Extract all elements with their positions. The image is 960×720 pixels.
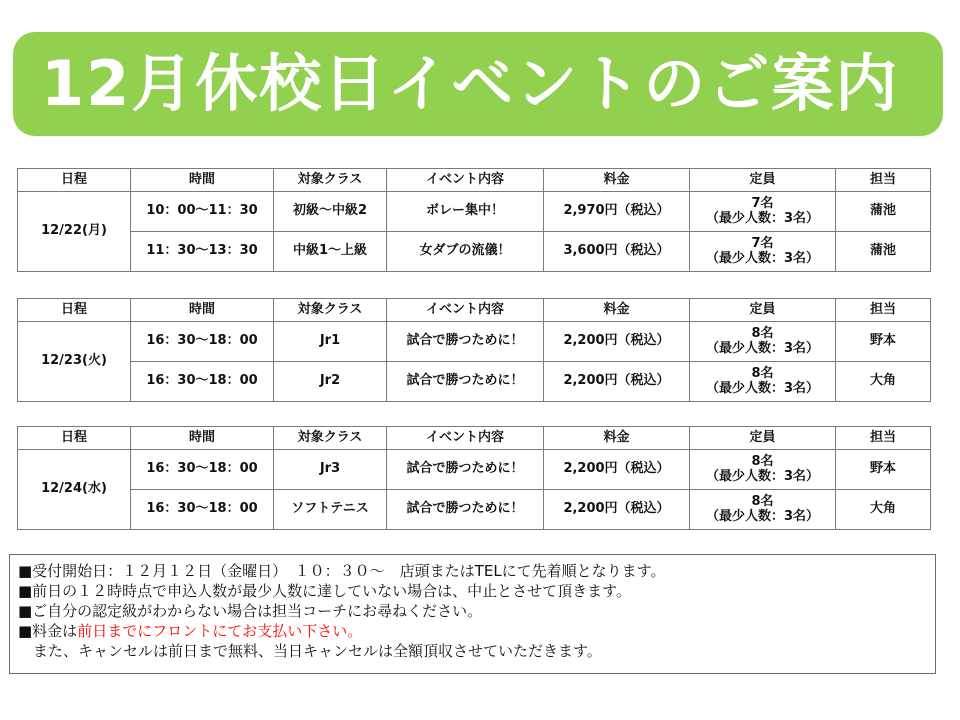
column-header: 日程 bbox=[18, 299, 131, 322]
fee-cell: 2,970円（税込） bbox=[544, 192, 690, 232]
notes-box bbox=[9, 554, 936, 674]
note-cancellation-fee: また、キャンセルは前日まで無料、当日キャンセルは全額頂収させていただきます。 bbox=[18, 642, 602, 660]
capacity-cell bbox=[690, 450, 836, 490]
note-payment-prefix: ■料金は bbox=[18, 622, 78, 640]
column-header: 時間 bbox=[131, 169, 274, 192]
schedule-table bbox=[17, 298, 931, 402]
staff-cell: 野本 bbox=[836, 450, 931, 490]
staff-cell: 大角 bbox=[836, 362, 931, 402]
column-header: 対象クラス bbox=[274, 169, 387, 192]
column-header: 定員 bbox=[690, 427, 836, 450]
table-row bbox=[18, 490, 931, 530]
class-cell: Jr1 bbox=[274, 322, 387, 362]
schedule-table bbox=[17, 168, 931, 272]
page-title: 12月休校日イベントのご案内 bbox=[41, 47, 900, 120]
minimum-participants: （最少人数：3名） bbox=[705, 340, 820, 356]
capacity-value: 8名 bbox=[751, 494, 774, 510]
capacity-value: 7名 bbox=[751, 196, 774, 212]
content-cell: ボレー集中！ bbox=[387, 192, 544, 232]
capacity-value: 7名 bbox=[751, 236, 774, 252]
class-cell: 初級～中級2 bbox=[274, 192, 387, 232]
minimum-participants: （最少人数：3名） bbox=[705, 508, 820, 524]
column-header: イベント内容 bbox=[387, 299, 544, 322]
staff-cell: 蒲池 bbox=[836, 192, 931, 232]
fee-cell: 3,600円（税込） bbox=[544, 232, 690, 272]
table-row bbox=[18, 322, 931, 362]
capacity-cell bbox=[690, 322, 836, 362]
content-cell: 試合で勝つために！ bbox=[387, 490, 544, 530]
column-header: 担当 bbox=[836, 427, 931, 450]
time-cell: 16：30～18：00 bbox=[131, 322, 274, 362]
content-cell: 試合で勝つために！ bbox=[387, 450, 544, 490]
note-cancellation-rule: ■前日の１２時時点で申込人数が最少人数に達していない場合は、中止とさせて頂きます。 bbox=[18, 582, 631, 600]
content-cell: 試合で勝つために！ bbox=[387, 322, 544, 362]
date-cell: 12/23(火) bbox=[18, 322, 131, 402]
class-cell: Jr2 bbox=[274, 362, 387, 402]
class-cell: Jr3 bbox=[274, 450, 387, 490]
minimum-participants: （最少人数：3名） bbox=[705, 250, 820, 266]
minimum-participants: （最少人数：3名） bbox=[705, 380, 820, 396]
class-cell: ソフトテニス bbox=[274, 490, 387, 530]
table-header-row bbox=[18, 169, 931, 192]
minimum-participants: （最少人数：3名） bbox=[705, 210, 820, 226]
staff-cell: 野本 bbox=[836, 322, 931, 362]
column-header: 時間 bbox=[131, 299, 274, 322]
table-row bbox=[18, 450, 931, 490]
column-header: 定員 bbox=[690, 299, 836, 322]
column-header: 日程 bbox=[18, 169, 131, 192]
table-row bbox=[18, 362, 931, 402]
column-header: 時間 bbox=[131, 427, 274, 450]
capacity-cell bbox=[690, 192, 836, 232]
note-payment bbox=[18, 621, 927, 641]
table-header-row bbox=[18, 427, 931, 450]
table-row bbox=[18, 192, 931, 232]
date-cell: 12/22(月) bbox=[18, 192, 131, 272]
time-cell: 16：30～18：00 bbox=[131, 362, 274, 402]
table-header-row bbox=[18, 299, 931, 322]
capacity-cell bbox=[690, 362, 836, 402]
note-reception: ■受付開始日：１２月１２日（金曜日） １０：３０～ 店頭またはTELにて先着順となります。 bbox=[18, 562, 666, 580]
time-cell: 16：30～18：00 bbox=[131, 450, 274, 490]
capacity-cell bbox=[690, 490, 836, 530]
column-header: イベント内容 bbox=[387, 169, 544, 192]
column-header: 料金 bbox=[544, 169, 690, 192]
column-header: 料金 bbox=[544, 299, 690, 322]
column-header: 対象クラス bbox=[274, 427, 387, 450]
content-cell: 女ダブの流儀！ bbox=[387, 232, 544, 272]
capacity-value: 8名 bbox=[751, 366, 774, 382]
content-cell: 試合で勝つために！ bbox=[387, 362, 544, 402]
note-level-inquiry: ■ご自分の認定級がわからない場合は担当コーチにお尋ねください。 bbox=[18, 602, 483, 620]
fee-cell: 2,200円（税込） bbox=[544, 490, 690, 530]
minimum-participants: （最少人数：3名） bbox=[705, 468, 820, 484]
capacity-value: 8名 bbox=[751, 326, 774, 342]
staff-cell: 大角 bbox=[836, 490, 931, 530]
column-header: イベント内容 bbox=[387, 427, 544, 450]
column-header: 料金 bbox=[544, 427, 690, 450]
date-cell: 12/24(水) bbox=[18, 450, 131, 530]
column-header: 対象クラス bbox=[274, 299, 387, 322]
column-header: 定員 bbox=[690, 169, 836, 192]
column-header: 担当 bbox=[836, 299, 931, 322]
fee-cell: 2,200円（税込） bbox=[544, 362, 690, 402]
time-cell: 10：00～11：30 bbox=[131, 192, 274, 232]
note-payment-highlight: 前日までにフロントにてお支払い下さい。 bbox=[77, 622, 363, 640]
table-row bbox=[18, 232, 931, 272]
title-banner bbox=[13, 32, 943, 136]
fee-cell: 2,200円（税込） bbox=[544, 322, 690, 362]
capacity-value: 8名 bbox=[751, 454, 774, 470]
column-header: 担当 bbox=[836, 169, 931, 192]
capacity-cell bbox=[690, 232, 836, 272]
staff-cell: 蒲池 bbox=[836, 232, 931, 272]
fee-cell: 2,200円（税込） bbox=[544, 450, 690, 490]
class-cell: 中級1～上級 bbox=[274, 232, 387, 272]
time-cell: 16：30～18：00 bbox=[131, 490, 274, 530]
column-header: 日程 bbox=[18, 427, 131, 450]
time-cell: 11：30～13：30 bbox=[131, 232, 274, 272]
schedule-table bbox=[17, 426, 931, 530]
